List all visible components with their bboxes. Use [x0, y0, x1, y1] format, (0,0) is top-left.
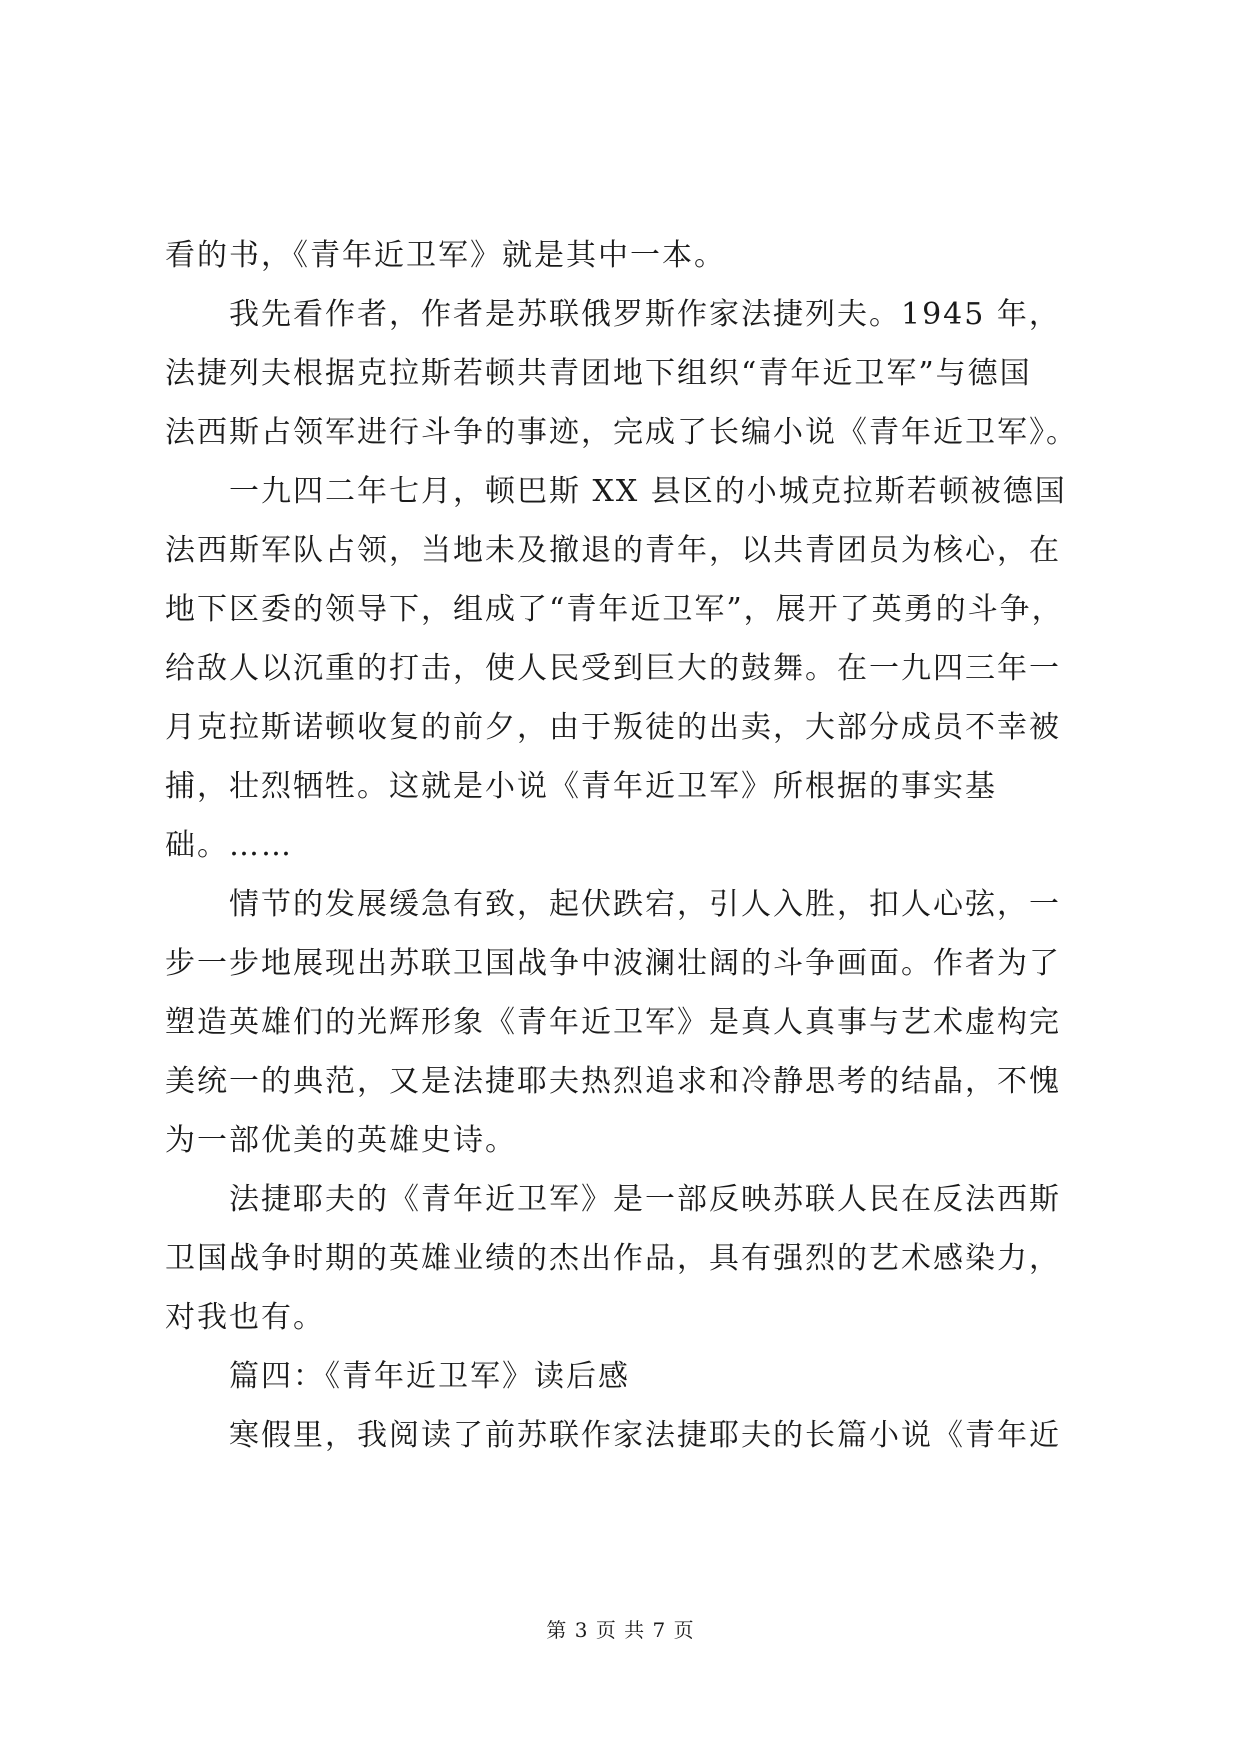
text-line: 卫国战争时期的英雄业绩的杰出作品，具有强烈的艺术感染力， [165, 1241, 1061, 1276]
text-line: 地下区委的领导下，组成了“青年近卫军”，展开了英勇的斗争， [165, 592, 1064, 627]
text-line: 给敌人以沉重的打击，使人民受到巨大的鼓舞。在一九四三年一 [165, 651, 1061, 686]
body-text [165, 226, 1085, 1465]
text-line: 一九四二年七月，顿巴斯 XX 县区的小城克拉斯若顿被德国 [229, 474, 1067, 509]
text-line: 步一步地展现出苏联卫国战争中波澜壮阔的斗争画面。作者为了 [165, 946, 1061, 981]
text-line: 法西斯军队占领，当地未及撤退的青年，以共青团员为核心，在 [165, 533, 1061, 568]
text-line: 月克拉斯诺顿收复的前夕，由于叛徒的出卖，大部分成员不幸被 [165, 710, 1061, 745]
text-line: 对我也有。 [165, 1300, 325, 1335]
text-line: 法捷耶夫的《青年近卫军》是一部反映苏联人民在反法西斯 [229, 1182, 1061, 1217]
text-line: 寒假里，我阅读了前苏联作家法捷耶夫的长篇小说《青年近 [229, 1418, 1061, 1453]
text-line: 篇四：《青年近卫军》读后感 [229, 1359, 630, 1394]
text-line: 美统一的典范，又是法捷耶夫热烈追求和冷静思考的结晶，不愧 [165, 1064, 1061, 1099]
text-line: 看的书，《青年近卫军》就是其中一本。 [165, 238, 726, 273]
text-line: 情节的发展缓急有致，起伏跌宕，引人入胜，扣人心弦，一 [229, 887, 1061, 922]
text-line: 为一部优美的英雄史诗。 [165, 1123, 517, 1158]
text-line: 我先看作者，作者是苏联俄罗斯作家法捷列夫。1945 年， [229, 297, 1061, 332]
text-line: 塑造英雄们的光辉形象《青年近卫军》是真人真事与艺术虚构完 [165, 1005, 1061, 1040]
text-line: 捕，壮烈牺牲。这就是小说《青年近卫军》所根据的事实基 [165, 769, 997, 804]
text-line: 法西斯占领军进行斗争的事迹，完成了长编小说《青年近卫军》。 [165, 415, 1078, 450]
page-footer: 第 3 页 共 7 页 [546, 1618, 695, 1642]
text-line: 法捷列夫根据克拉斯若顿共青团地下组织“青年近卫军”与德国 [165, 356, 1032, 391]
text-line: 础。…… [165, 828, 293, 863]
